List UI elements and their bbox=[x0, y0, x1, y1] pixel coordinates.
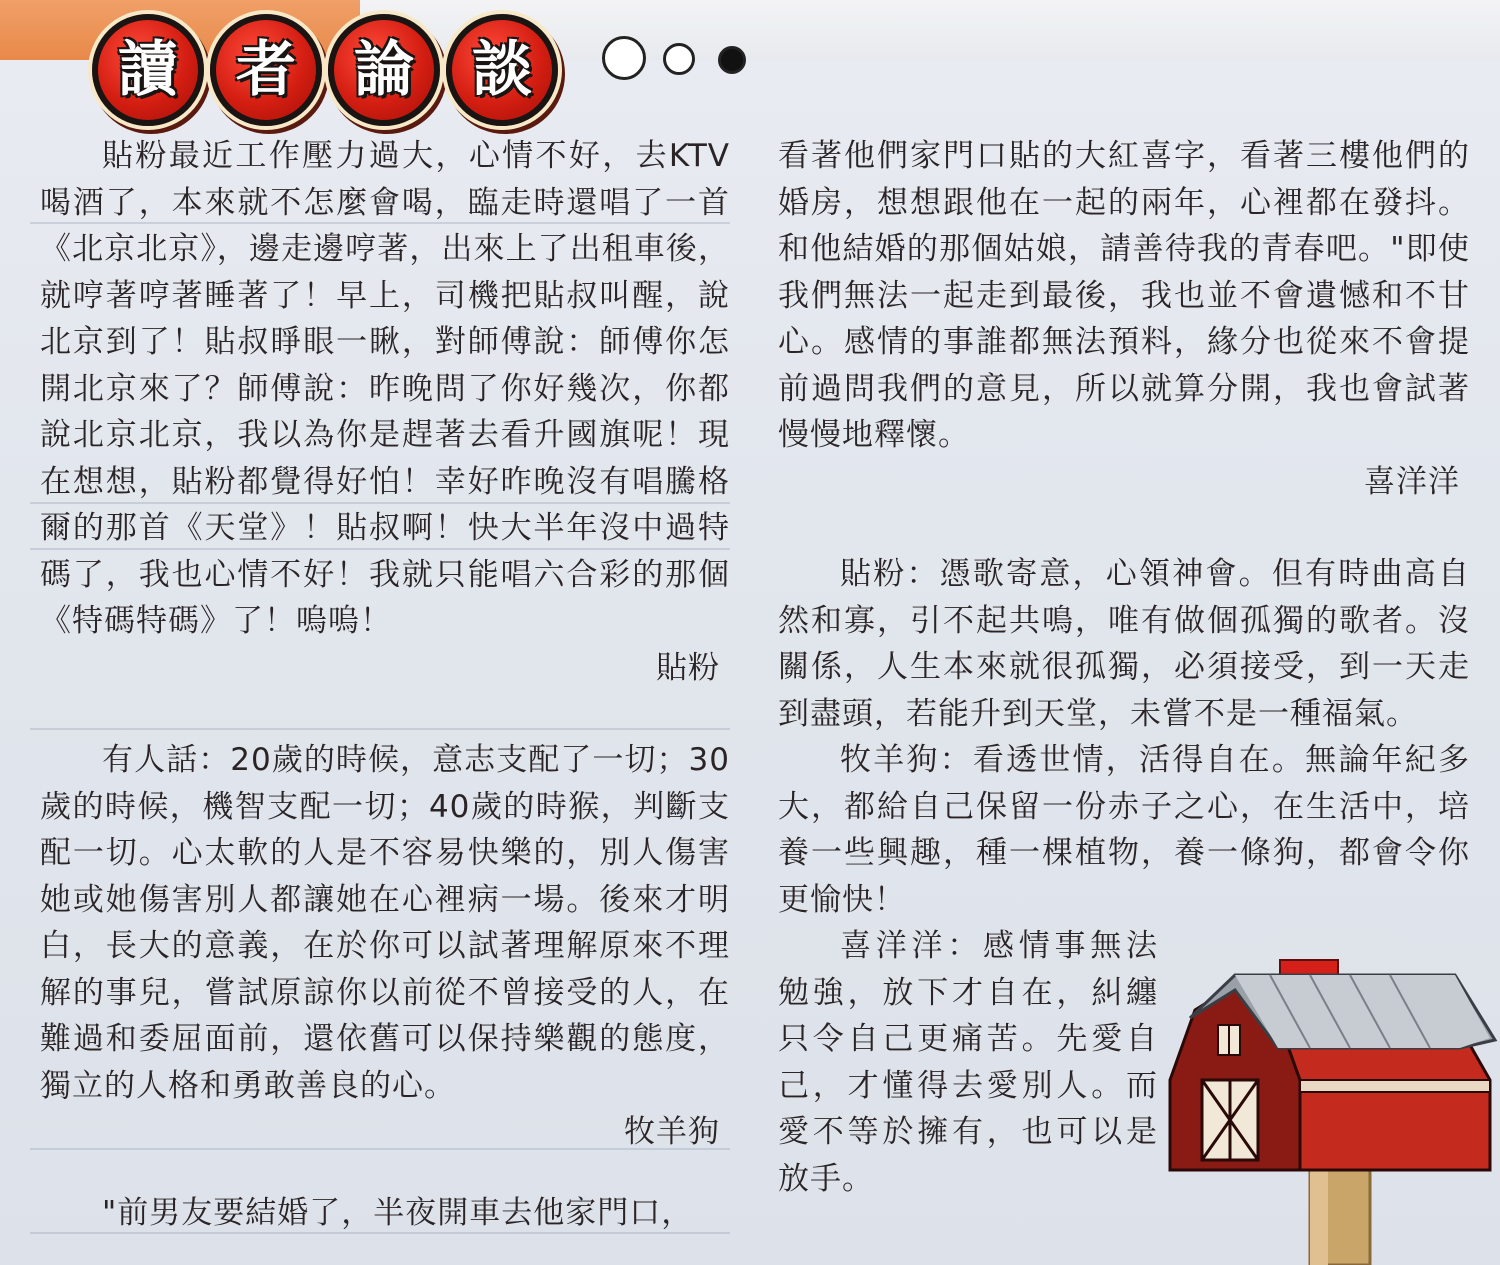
reply-muyanggou: 牧羊狗：看透世情，活得自在。無論年紀多大，都給自己保留一份赤子之心，在生活中，培養一些興趣，種一棵植物，養一條狗，都會令你更愉快！ bbox=[778, 742, 1470, 918]
title-badge: 者 bbox=[210, 14, 322, 126]
section-title bbox=[92, 8, 592, 108]
signature-muyanggou: 牧羊狗 bbox=[624, 1114, 720, 1150]
left-column bbox=[40, 133, 730, 1236]
mailbox-illustration bbox=[1160, 930, 1500, 1265]
letter-xiyangyang-end: 看著他們家門口貼的大紅喜字，看著三樓他們的婚房，想想跟他在一起的兩年，心裡都在發抖。和他結婚的那個姑娘，請善待我的青春吧。"即使我們無法一起走到最後，我也並不會遺憾和不甘心。感情的事誰都無法預料，緣分也從來不會提前過問我們的意見，所以就算分開，我也會試著慢慢地釋懷。 bbox=[778, 138, 1470, 453]
title-badge: 談 bbox=[446, 14, 558, 126]
title-badge: 讀 bbox=[92, 14, 204, 126]
decor-dot-filled bbox=[718, 46, 746, 74]
decor-dot-large bbox=[602, 36, 646, 80]
reply-xiyangyang: 喜洋洋：感情事無法勉強，放下才自在，糾纏只令自己更痛苦。先愛自己，才懂得去愛別人。而愛不等於擁有，也可以是放手。 bbox=[778, 928, 1158, 1197]
signature-tiefen: 貼粉 bbox=[656, 649, 720, 686]
letter-xiyangyang-start: "前男友要結婚了，半夜開車去他家門口， bbox=[102, 1194, 694, 1231]
letter-muyanggou: 有人話：20歲的時候，意志支配了一切；30歲的時候，機智支配一切；40歲的時猴，判斷支配一切。心太軟的人是不容易快樂的，別人傷害她或她傷害別人都讓她在心裡病一場。後來才明白，長大的意義，在於你可以試著理解原來不理解的事兒，嘗試原諒你以前從不曾接受的人，在難過和委屈面前，還依舊可以保持樂觀的態度，獨立的人格和勇敢善良的心。 bbox=[40, 742, 730, 1104]
letter-tiefen: 貼粉最近工作壓力過大，心情不好，去KTV喝酒了，本來就不怎麼會喝，臨走時還唱了一首《北京北京》，邊走邊哼著，出來上了出租車後，就哼著哼著睡著了！早上，司機把貼叔叫醒，說北京到了！貼叔睜眼一瞅，對師傅說：師傅你怎開北京來了？師傅說：昨晚問了你好幾次，你都說北京北京，我以為你是趕著去看升國旗呢！現在想想，貼粉都覺得好怕！幸好昨晚沒有唱騰格爾的那首《天堂》！貼叔啊！快大半年沒中過特碼了，我也心情不好！我就只能唱六合彩的那個《特碼特碼》了！嗚嗚！ bbox=[40, 138, 730, 639]
decor-dot-medium bbox=[663, 43, 695, 75]
title-badge: 論 bbox=[328, 14, 440, 126]
signature-xiyangyang: 喜洋洋 bbox=[1364, 463, 1460, 500]
reply-tiefen: 貼粉：憑歌寄意，心領神會。但有時曲高自然和寡，引不起共鳴，唯有做個孤獨的歌者。沒關係，人生本來就很孤獨，必須接受，到一天走到盡頭，若能升到天堂，未嘗不是一種福氣。 bbox=[778, 556, 1470, 732]
